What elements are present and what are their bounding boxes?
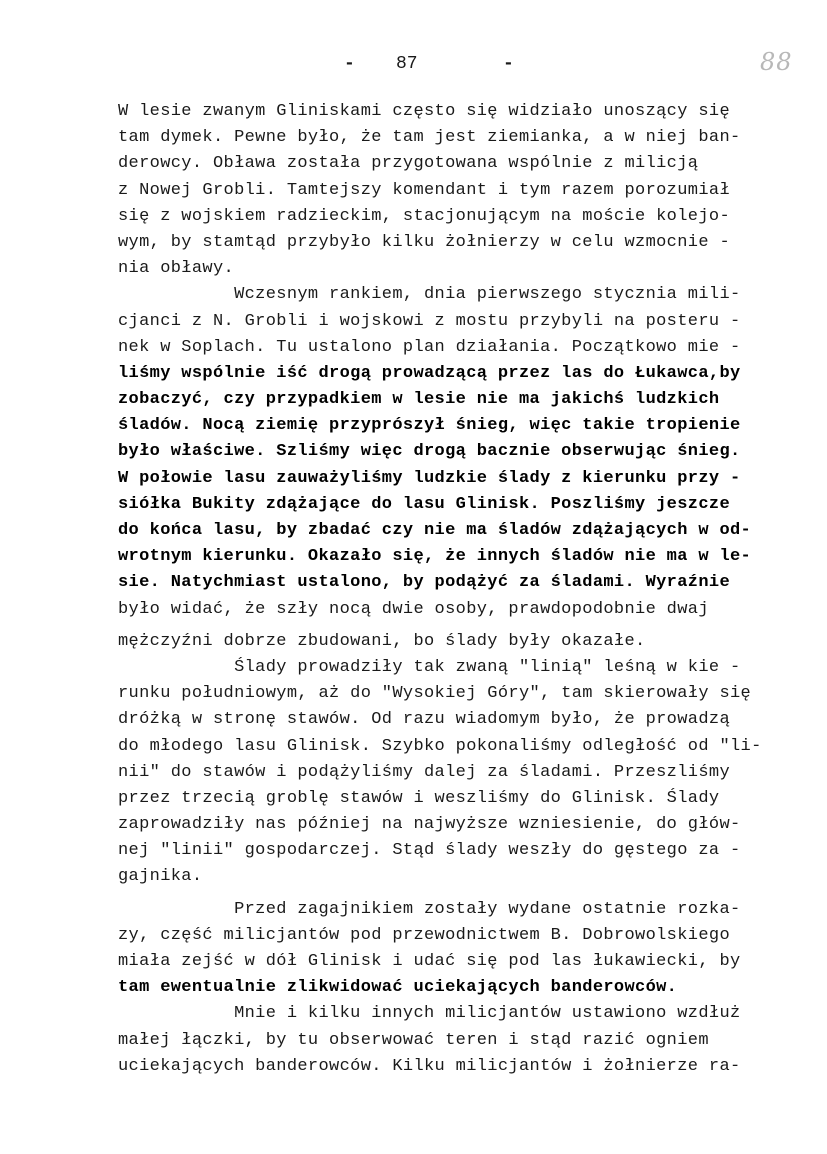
text-line: Przed zagajnikiem zostały wydane ostatnie rozka- (118, 899, 741, 919)
text-line: liśmy wspólnie iść drogą prowadzącą przez las do Łukawca,by (118, 363, 741, 383)
text-line: wym, by stamtąd przybyło kilku żołnierzy w celu wzmocnie - (118, 232, 730, 252)
text-line: gajnika. (118, 867, 203, 887)
text-line: nek w Soplach. Tu ustalono plan działania. Początkowo mie - (118, 337, 741, 357)
text-line: sie. Natychmiast ustalono, by podążyć za śladami. Wyraźnie (118, 573, 730, 593)
text-line: W połowie lasu zauważyliśmy ludzkie ślady z kierunku przy - (118, 468, 741, 488)
header-dash-left: - (344, 54, 355, 74)
text-line: było widać, że szły nocą dwie osoby, prawdopodobnie dwaj (118, 599, 709, 619)
text-line: nej "linii" gospodarczej. Stąd ślady weszły do gęstego za - (118, 841, 741, 861)
text-line: siółka Bukity zdążające do lasu Glinisk. Poszliśmy jeszcze (118, 494, 730, 514)
text-line: Ślady prowadziły tak zwaną "linią" leśną w kie - (118, 657, 741, 677)
text-line: runku południowym, aż do "Wysokiej Góry", tam skierowały się (118, 684, 752, 704)
text-line: zobaczyć, czy przypadkiem w lesie nie ma jakichś ludzkich (118, 390, 720, 410)
text-line: zaprowadziły nas później na najwyższe wzniesienie, do głów- (118, 815, 741, 835)
text-line: się z wojskiem radzieckim, stacjonującym na moście kolejo- (118, 206, 730, 226)
text-line: miała zejść w dół Glinisk i udać się pod las łukawiecki, by (118, 952, 741, 971)
text-line: Mnie i kilku innych milicjantów ustawiono wzdłuż (118, 1004, 741, 1024)
text-line: cjanci z N. Grobli i wojskowi z mostu przybyli na posteru - (118, 311, 741, 331)
text-line: W lesie zwanym Gliniskami często się widziało unoszący się (118, 102, 730, 121)
typewritten-text (118, 99, 762, 1080)
text-line: z Nowej Grobli. Tamtejszy komendant i tym razem porozumiał (118, 180, 730, 200)
page-header (0, 54, 827, 82)
header-dash-right: - (503, 54, 514, 74)
text-line: dróżką w stronę stawów. Od razu wiadomym było, że prowadzą (118, 710, 730, 730)
text-line: było właściwe. Szliśmy więc drogą bacznie obserwując śnieg. (118, 442, 741, 462)
text-line: nia obławy. (118, 259, 235, 279)
archive-page-number: 88 (760, 48, 793, 76)
page-number: 87 (396, 54, 418, 74)
text-line: tam dymek. Pewne było, że tam jest ziemianka, a w niej ban- (118, 128, 741, 148)
text-line: wrotnym kierunku. Okazało się, że innych śladów nie ma w le- (118, 547, 752, 567)
text-line: do końca lasu, by zbadać czy nie ma śladów zdążających w od- (118, 521, 752, 540)
text-line: mężczyźni dobrze zbudowani, bo ślady były okazałe. (118, 631, 646, 651)
text-line: śladów. Nocą ziemię przyprószył śnieg, więc takie tropienie (118, 416, 741, 436)
text-line: nii" do stawów i podążyliśmy dalej za śladami. Przeszliśmy (118, 762, 730, 782)
text-line: uciekających banderowców. Kilku milicjantów i żołnierze ra- (118, 1056, 741, 1076)
text-line: do młodego lasu Glinisk. Szybko pokonaliśmy odległość od "li- (118, 736, 762, 756)
text-line: derowcy. Obława została przygotowana wspólnie z milicją (118, 154, 699, 174)
text-line: przez trzecią groblę stawów i weszliśmy do Glinisk. Ślady (118, 788, 720, 808)
text-line: tam ewentualnie zlikwidować uciekających banderowców. (118, 978, 678, 998)
text-line: Wczesnym rankiem, dnia pierwszego stycznia mili- (118, 285, 741, 305)
text-line: małej łączki, by tu obserwować teren i stąd razić ogniem (118, 1030, 709, 1050)
text-line: zy, część milicjantów pod przewodnictwem B. Dobrowolskiego (118, 925, 730, 945)
